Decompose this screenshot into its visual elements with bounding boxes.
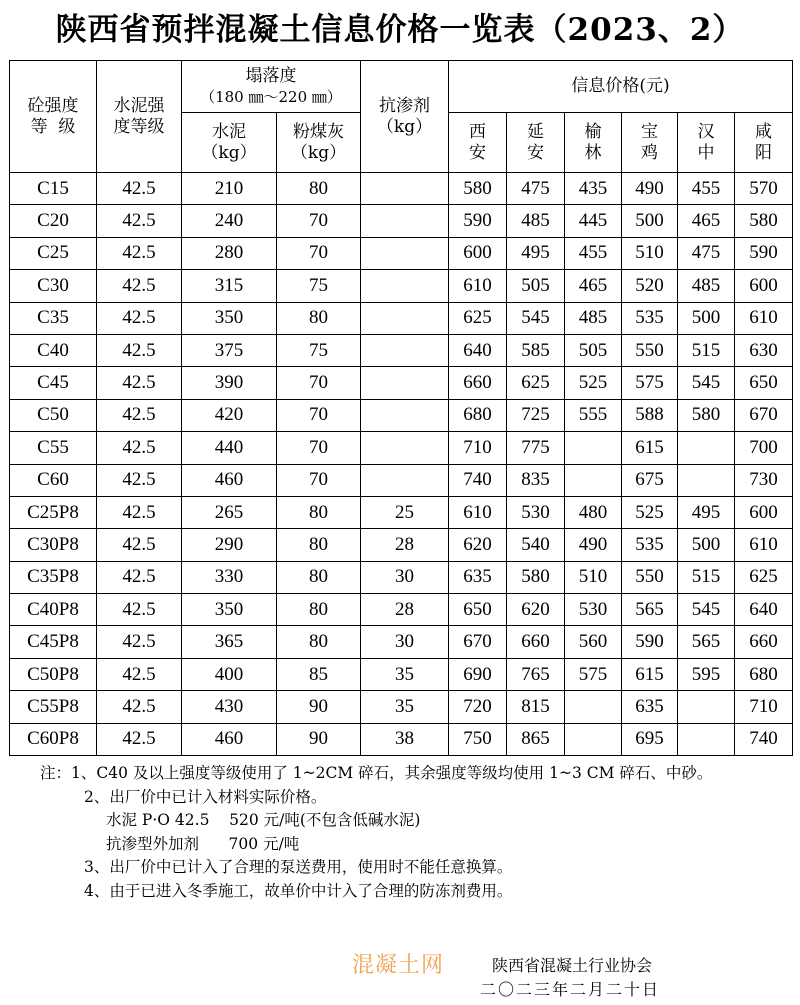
table-cell: 70: [277, 237, 361, 269]
header-slump: 塌落度 （180 ㎜～220 ㎜）: [182, 61, 361, 113]
note-1: 注：1、C40 及以上强度等级使用了 1~2CM 碎石，其余强度等级均使用 1~3 CM 碎石、中砂。: [40, 764, 713, 782]
table-cell: 510: [565, 561, 622, 593]
table-cell: 500: [678, 302, 735, 334]
header-city-xianyang: 咸 阳: [735, 113, 793, 173]
table-row: [10, 432, 793, 464]
table-cell: 80: [277, 561, 361, 593]
note-2: 2、出厂价中已计入材料实际价格。: [84, 787, 327, 806]
table-cell: 42.5: [97, 367, 182, 399]
table-cell: 390: [182, 367, 277, 399]
table-cell: 70: [277, 432, 361, 464]
table-cell: 565: [622, 594, 678, 626]
table-cell: 690: [449, 658, 507, 690]
table-cell: 580: [678, 399, 735, 431]
table-cell: [565, 464, 622, 496]
table-cell: 490: [565, 529, 622, 561]
note-4: 4、由于已进入冬季施工，故单价中计入了合理的防冻剂费用。: [84, 881, 513, 900]
table-cell: 30: [361, 561, 449, 593]
table-cell: 485: [507, 205, 565, 237]
table-cell: 42.5: [97, 399, 182, 431]
table-cell: 680: [449, 399, 507, 431]
table-cell: 535: [622, 529, 678, 561]
table-cell: 460: [182, 464, 277, 496]
table-cell: 670: [449, 626, 507, 658]
table-cell: C25P8: [10, 496, 97, 528]
table-cell: 575: [622, 367, 678, 399]
table-cell: 610: [735, 302, 793, 334]
table-cell: 330: [182, 561, 277, 593]
table-cell: [361, 270, 449, 302]
table-cell: 80: [277, 496, 361, 528]
table-cell: 660: [507, 626, 565, 658]
table-cell: 700: [735, 432, 793, 464]
table-cell: C50P8: [10, 658, 97, 690]
table-cell: 565: [678, 626, 735, 658]
table-row: [10, 334, 793, 366]
table-cell: 290: [182, 529, 277, 561]
table-row: [10, 237, 793, 269]
issuer-name: 陕西省混凝土行业协会: [492, 956, 653, 975]
table-cell: 495: [507, 237, 565, 269]
table-cell: 42.5: [97, 432, 182, 464]
table-row: [10, 626, 793, 658]
header-city-yanan: 延 安: [507, 113, 565, 173]
table-cell: 865: [507, 723, 565, 755]
table-cell: C40: [10, 334, 97, 366]
table-cell: C45: [10, 367, 97, 399]
table-cell: 588: [622, 399, 678, 431]
table-cell: [361, 334, 449, 366]
table-cell: 515: [678, 561, 735, 593]
header-city-hanzhong: 汉 中: [678, 113, 735, 173]
table-cell: 750: [449, 723, 507, 755]
table-cell: 505: [565, 334, 622, 366]
table-cell: 455: [565, 237, 622, 269]
table-cell: [678, 691, 735, 723]
table-cell: 42.5: [97, 270, 182, 302]
table-cell: 670: [735, 399, 793, 431]
table-cell: 650: [449, 594, 507, 626]
table-cell: 315: [182, 270, 277, 302]
table-cell: 660: [449, 367, 507, 399]
table-cell: 520: [622, 270, 678, 302]
table-row: [10, 594, 793, 626]
table-cell: 42.5: [97, 691, 182, 723]
table-cell: 80: [277, 173, 361, 205]
header-cement: 水泥 （kg）: [182, 113, 277, 173]
table-cell: 85: [277, 658, 361, 690]
table-cell: 42.5: [97, 464, 182, 496]
header-city-yulin: 榆 林: [565, 113, 622, 173]
table-cell: 550: [622, 561, 678, 593]
table-cell: 610: [449, 496, 507, 528]
table-cell: [678, 464, 735, 496]
table-cell: C35: [10, 302, 97, 334]
table-cell: [361, 302, 449, 334]
header-city-baoji: 宝 鸡: [622, 113, 678, 173]
table-cell: 550: [622, 334, 678, 366]
table-cell: 640: [735, 594, 793, 626]
header-admixture: 抗渗剂 （kg）: [361, 61, 449, 173]
table-cell: 730: [735, 464, 793, 496]
header-cement-grade: 水泥强 度等级: [97, 61, 182, 173]
table-cell: C60P8: [10, 723, 97, 755]
price-table: [9, 60, 793, 756]
table-cell: [565, 432, 622, 464]
table-row: [10, 658, 793, 690]
table-row: [10, 205, 793, 237]
table-cell: 815: [507, 691, 565, 723]
table-cell: 525: [622, 496, 678, 528]
table-cell: 42.5: [97, 723, 182, 755]
table-cell: 740: [735, 723, 793, 755]
table-cell: 580: [735, 205, 793, 237]
table-cell: [565, 691, 622, 723]
table-cell: 625: [449, 302, 507, 334]
table-cell: 80: [277, 594, 361, 626]
table-cell: 530: [565, 594, 622, 626]
table-cell: 460: [182, 723, 277, 755]
table-cell: 590: [735, 237, 793, 269]
table-cell: C50: [10, 399, 97, 431]
table-cell: 80: [277, 529, 361, 561]
table-cell: 35: [361, 658, 449, 690]
table-cell: 525: [565, 367, 622, 399]
table-cell: 445: [565, 205, 622, 237]
table-cell: 500: [678, 529, 735, 561]
table-cell: 42.5: [97, 626, 182, 658]
table-cell: C25: [10, 237, 97, 269]
header-price: 信息价格(元): [449, 61, 793, 113]
table-cell: 590: [449, 205, 507, 237]
table-cell: 80: [277, 302, 361, 334]
table-cell: 545: [507, 302, 565, 334]
table-cell: 28: [361, 594, 449, 626]
table-cell: C55: [10, 432, 97, 464]
table-cell: C40P8: [10, 594, 97, 626]
table-cell: 75: [277, 334, 361, 366]
table-cell: 710: [735, 691, 793, 723]
header-flyash: 粉煤灰 （kg）: [277, 113, 361, 173]
table-cell: 695: [622, 723, 678, 755]
table-cell: 42.5: [97, 173, 182, 205]
table-cell: 675: [622, 464, 678, 496]
table-row: [10, 723, 793, 755]
table-cell: 615: [622, 432, 678, 464]
table-cell: 625: [735, 561, 793, 593]
table-cell: 600: [735, 496, 793, 528]
table-cell: 42.5: [97, 302, 182, 334]
table-cell: 475: [507, 173, 565, 205]
table-cell: 42.5: [97, 334, 182, 366]
table-cell: 490: [622, 173, 678, 205]
notes: [40, 762, 800, 904]
table-row: [10, 367, 793, 399]
table-cell: C60: [10, 464, 97, 496]
table-cell: 435: [565, 173, 622, 205]
table-cell: 660: [735, 626, 793, 658]
table-cell: [565, 723, 622, 755]
table-cell: 585: [507, 334, 565, 366]
table-cell: 25: [361, 496, 449, 528]
table-cell: 545: [678, 594, 735, 626]
table-cell: 710: [449, 432, 507, 464]
table-cell: 610: [449, 270, 507, 302]
table-cell: C30: [10, 270, 97, 302]
table-cell: [678, 432, 735, 464]
table-cell: 570: [735, 173, 793, 205]
table-cell: 465: [678, 205, 735, 237]
header-grade: 砼强度 等 级: [10, 61, 97, 173]
table-cell: 70: [277, 205, 361, 237]
table-cell: 620: [449, 529, 507, 561]
table-cell: [361, 367, 449, 399]
table-cell: 835: [507, 464, 565, 496]
table-cell: 580: [507, 561, 565, 593]
table-cell: 480: [565, 496, 622, 528]
table-cell: 580: [449, 173, 507, 205]
table-cell: C45P8: [10, 626, 97, 658]
table-cell: 545: [678, 367, 735, 399]
table-cell: 500: [622, 205, 678, 237]
table-cell: 625: [507, 367, 565, 399]
table-cell: 620: [507, 594, 565, 626]
table-cell: 635: [622, 691, 678, 723]
table-cell: 680: [735, 658, 793, 690]
table-cell: 440: [182, 432, 277, 464]
table-cell: [361, 237, 449, 269]
table-cell: 430: [182, 691, 277, 723]
table-cell: C30P8: [10, 529, 97, 561]
table-cell: 350: [182, 594, 277, 626]
table-cell: [678, 723, 735, 755]
table-row: [10, 691, 793, 723]
watermark: 混凝土网: [352, 953, 445, 978]
table-cell: 28: [361, 529, 449, 561]
table-cell: 265: [182, 496, 277, 528]
table-cell: 42.5: [97, 529, 182, 561]
table-cell: 610: [735, 529, 793, 561]
table-cell: 555: [565, 399, 622, 431]
table-cell: 42.5: [97, 496, 182, 528]
table-cell: 420: [182, 399, 277, 431]
table-cell: 560: [565, 626, 622, 658]
table-cell: 725: [507, 399, 565, 431]
table-cell: 505: [507, 270, 565, 302]
table-row: [10, 173, 793, 205]
table-cell: [361, 399, 449, 431]
table-cell: 42.5: [97, 205, 182, 237]
table-cell: 515: [678, 334, 735, 366]
page-title: 陕西省预拌混凝土信息价格一览表（2023、2）: [55, 12, 745, 48]
table-cell: 70: [277, 464, 361, 496]
table-cell: 590: [622, 626, 678, 658]
table-cell: 535: [622, 302, 678, 334]
table-cell: 42.5: [97, 594, 182, 626]
note-3: 3、出厂价中已计入了合理的泵送费用，使用时不能任意换算。: [84, 858, 513, 877]
table-cell: 210: [182, 173, 277, 205]
table-cell: 42.5: [97, 561, 182, 593]
table-cell: 510: [622, 237, 678, 269]
table-row: [10, 302, 793, 334]
table-cell: 485: [565, 302, 622, 334]
table-cell: 485: [678, 270, 735, 302]
table-cell: 350: [182, 302, 277, 334]
table-cell: [361, 432, 449, 464]
table-cell: 615: [622, 658, 678, 690]
table-cell: 765: [507, 658, 565, 690]
note-2-admixture: 抗渗型外加剂 700 元/吨: [106, 834, 300, 853]
table-cell: 575: [565, 658, 622, 690]
table-cell: 775: [507, 432, 565, 464]
table-cell: 595: [678, 658, 735, 690]
table-cell: 80: [277, 626, 361, 658]
table-cell: 740: [449, 464, 507, 496]
table-cell: 640: [449, 334, 507, 366]
table-cell: C20: [10, 205, 97, 237]
table-cell: 75: [277, 270, 361, 302]
table-cell: 70: [277, 399, 361, 431]
table-cell: [361, 173, 449, 205]
table-cell: [361, 205, 449, 237]
table-cell: 630: [735, 334, 793, 366]
table-cell: 400: [182, 658, 277, 690]
table-cell: 455: [678, 173, 735, 205]
table-cell: C55P8: [10, 691, 97, 723]
table-row: [10, 529, 793, 561]
table-cell: 495: [678, 496, 735, 528]
table-cell: 90: [277, 691, 361, 723]
table-cell: 30: [361, 626, 449, 658]
table-cell: 280: [182, 237, 277, 269]
table-cell: 70: [277, 367, 361, 399]
table-row: [10, 561, 793, 593]
table-row: [10, 399, 793, 431]
table-cell: 650: [735, 367, 793, 399]
header-city-xian: 西 安: [449, 113, 507, 173]
table-row: [10, 496, 793, 528]
table-cell: 365: [182, 626, 277, 658]
table-cell: [361, 464, 449, 496]
table-cell: 35: [361, 691, 449, 723]
table-cell: 240: [182, 205, 277, 237]
table-cell: 720: [449, 691, 507, 723]
table-row: [10, 464, 793, 496]
table-cell: 530: [507, 496, 565, 528]
note-2-cement: 水泥 P·O 42.5 520 元/吨(不包含低碱水泥): [106, 811, 421, 830]
table-cell: 42.5: [97, 658, 182, 690]
table-cell: 465: [565, 270, 622, 302]
table-cell: 635: [449, 561, 507, 593]
table-cell: 375: [182, 334, 277, 366]
table-cell: C35P8: [10, 561, 97, 593]
table-cell: C15: [10, 173, 97, 205]
table-cell: 600: [449, 237, 507, 269]
table-cell: 540: [507, 529, 565, 561]
table-cell: 42.5: [97, 237, 182, 269]
table-cell: 90: [277, 723, 361, 755]
issue-date: 二〇二三年二月二十日: [480, 980, 661, 999]
table-cell: 600: [735, 270, 793, 302]
table-cell: 475: [678, 237, 735, 269]
table-row: [10, 270, 793, 302]
table-cell: 38: [361, 723, 449, 755]
